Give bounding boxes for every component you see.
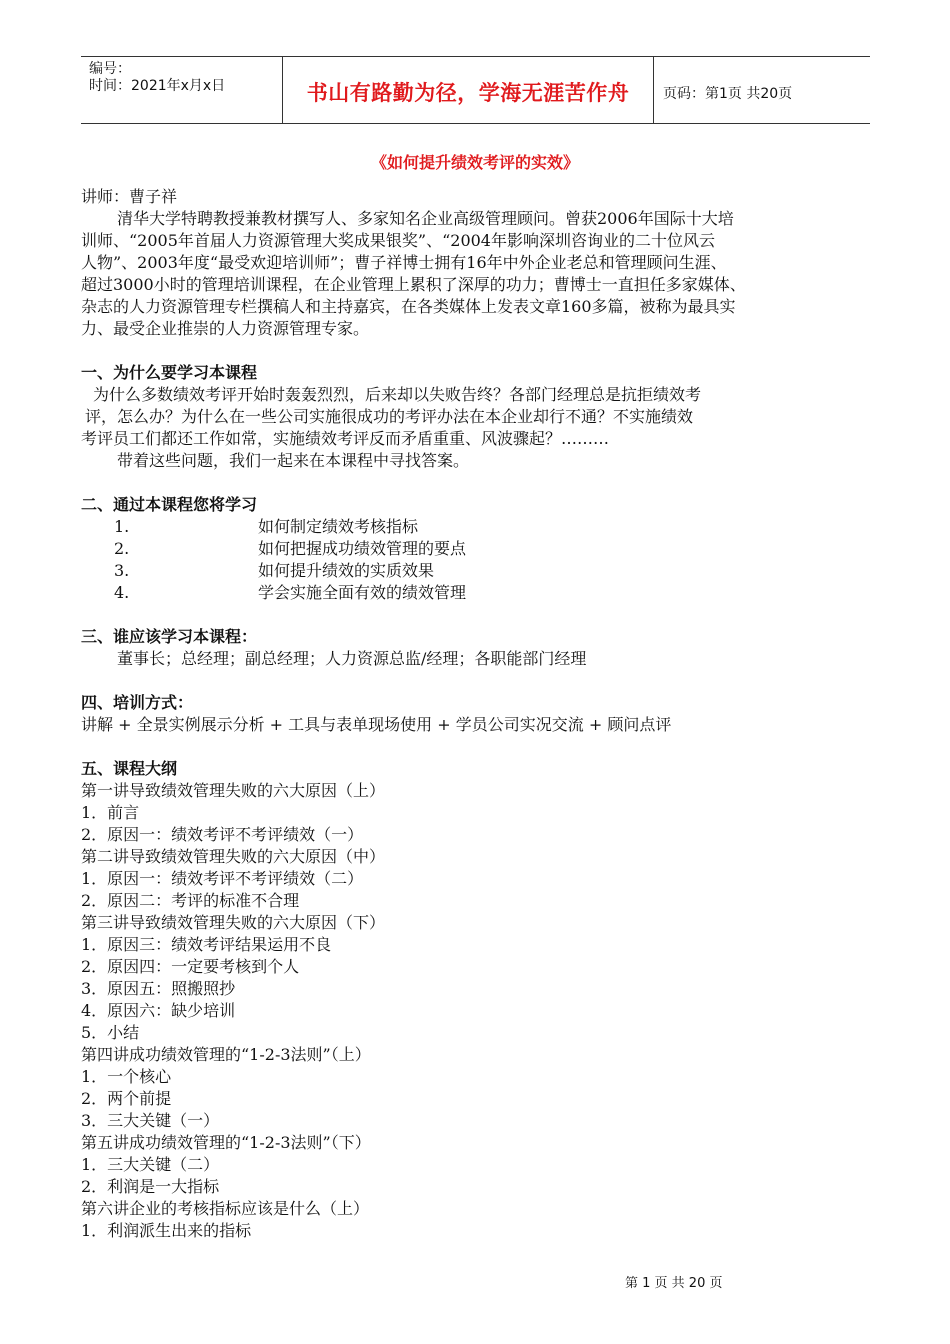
section-heading: 五、课程大纲 bbox=[81, 759, 178, 778]
course-outline bbox=[81, 780, 871, 1242]
list-item-text: 如何提升绩效的实质效果 bbox=[258, 561, 435, 580]
audience-text: 董事长；总经理；副总经理；人力资源总监/经理；各职能部门经理 bbox=[117, 649, 587, 668]
bio-line: 训师、“2005年首届人力资源管理大奖成果银奖”、“2004年影响深圳咨询业的二十位风云 bbox=[81, 231, 715, 250]
outline-line: 第六讲企业的考核指标应该是什么（上） bbox=[81, 1199, 370, 1218]
section-heading: 三、谁应该学习本课程： bbox=[81, 627, 258, 646]
paragraph-line: 为什么多数绩效考评开始时轰轰烈烈，后来却以失败告终？各部门经理总是抗拒绩效考 bbox=[93, 385, 702, 404]
outline-line: 2．原因一：绩效考评不考评绩效（一） bbox=[81, 825, 364, 844]
outline-line: 1．一个核心 bbox=[81, 1067, 172, 1086]
outline-line: 2．原因二：考评的标准不合理 bbox=[81, 891, 300, 910]
outline-line: 第五讲成功绩效管理的“1-2-3法则”（下） bbox=[81, 1133, 371, 1152]
outline-line: 2．原因四：一定要考核到个人 bbox=[81, 957, 300, 976]
section-why-body bbox=[81, 384, 871, 472]
section-heading: 二、通过本课程您将学习 bbox=[81, 495, 258, 514]
outline-line: 第三讲导致绩效管理失败的六大原因（下） bbox=[81, 913, 386, 932]
page-header bbox=[81, 56, 870, 124]
list-item bbox=[81, 560, 871, 582]
list-item bbox=[81, 582, 871, 604]
outline-line: 第一讲导致绩效管理失败的六大原因（上） bbox=[81, 781, 386, 800]
outline-line: 4．原因六：缺少培训 bbox=[81, 1001, 236, 1020]
list-item-number: 2. bbox=[114, 539, 130, 558]
outline-line: 3．三大关键（一） bbox=[81, 1111, 220, 1130]
list-item-number: 3. bbox=[114, 561, 130, 580]
learning-list bbox=[81, 516, 871, 604]
section-heading: 一、为什么要学习本课程 bbox=[81, 363, 258, 382]
document-body bbox=[81, 186, 871, 1242]
lecturer-label: 讲师：曹子祥 bbox=[81, 187, 178, 206]
page-footer: 第 1 页 共 20 页 bbox=[625, 1276, 723, 1291]
outline-line: 2．两个前提 bbox=[81, 1089, 172, 1108]
document-number-label: 编号： bbox=[89, 61, 131, 77]
paragraph-line: 考评员工们都还工作如常，实施绩效考评反而矛盾重重、风波骤起？……… bbox=[81, 429, 610, 448]
list-item-number: 1. bbox=[114, 517, 130, 536]
header-divider bbox=[653, 57, 654, 123]
outline-line: 1．原因三：绩效考评结果运用不良 bbox=[81, 935, 332, 954]
outline-line: 5．小结 bbox=[81, 1023, 140, 1042]
bio-line: 人物”、2003年度“最受欢迎培训师”；曹子祥博士拥有16年中外企业老总和管理顾问生涯、 bbox=[81, 253, 727, 272]
outline-line: 第二讲导致绩效管理失败的六大原因（中） bbox=[81, 847, 386, 866]
outline-line: 1．三大关键（二） bbox=[81, 1155, 220, 1174]
document-title: 《如何提升绩效考评的实效》 bbox=[370, 153, 579, 172]
outline-line: 第四讲成功绩效管理的“1-2-3法则”（上） bbox=[81, 1045, 371, 1064]
bio-line: 杂志的人力资源管理专栏撰稿人和主持嘉宾，在各类媒体上发表文章160多篇，被称为最具实 bbox=[81, 297, 736, 316]
list-item bbox=[81, 516, 871, 538]
bio-line: 超过3000小时的管理培训课程，在企业管理上累积了深厚的功力；曹博士一直担任多家媒体、 bbox=[81, 275, 746, 294]
section-heading: 四、培训方式： bbox=[81, 693, 194, 712]
list-item-number: 4. bbox=[114, 583, 130, 602]
bio-line: 力、最受企业推崇的人力资源管理专家。 bbox=[81, 319, 370, 338]
outline-line: 1．利润派生出来的指标 bbox=[81, 1221, 252, 1240]
header-meta bbox=[89, 61, 279, 95]
bio-line: 清华大学特聘教授兼教材撰写人、多家知名企业高级管理顾问。曾获2006年国际十大培 bbox=[117, 209, 734, 228]
outline-line: 2．利润是一大指标 bbox=[81, 1177, 220, 1196]
list-item-text: 如何把握成功绩效管理的要点 bbox=[258, 539, 467, 558]
lecturer-bio bbox=[81, 208, 871, 340]
outline-line: 1．前言 bbox=[81, 803, 140, 822]
header-motto: 书山有路勤为径，学海无涯苦作舟 bbox=[306, 81, 630, 105]
list-item-text: 学会实施全面有效的绩效管理 bbox=[258, 583, 467, 602]
outline-line: 3．原因五：照搬照抄 bbox=[81, 979, 236, 998]
outline-line: 1．原因一：绩效考评不考评绩效（二） bbox=[81, 869, 364, 888]
document-time-label: 时间：2021年x月x日 bbox=[89, 78, 226, 94]
list-item-text: 如何制定绩效考核指标 bbox=[258, 517, 419, 536]
training-method-text: 讲解 + 全景实例展示分析 + 工具与表单现场使用 + 学员公司实况交流 + 顾问点评 bbox=[81, 715, 672, 734]
paragraph-line: 评，怎么办？为什么在一些公司实施很成功的考评办法在本企业却行不通？不实施绩效 bbox=[85, 407, 694, 426]
list-item bbox=[81, 538, 871, 560]
paragraph-line: 带着这些问题，我们一起来在本课程中寻找答案。 bbox=[117, 451, 470, 470]
header-page-info: 页码：第1页 共20页 bbox=[663, 86, 793, 102]
